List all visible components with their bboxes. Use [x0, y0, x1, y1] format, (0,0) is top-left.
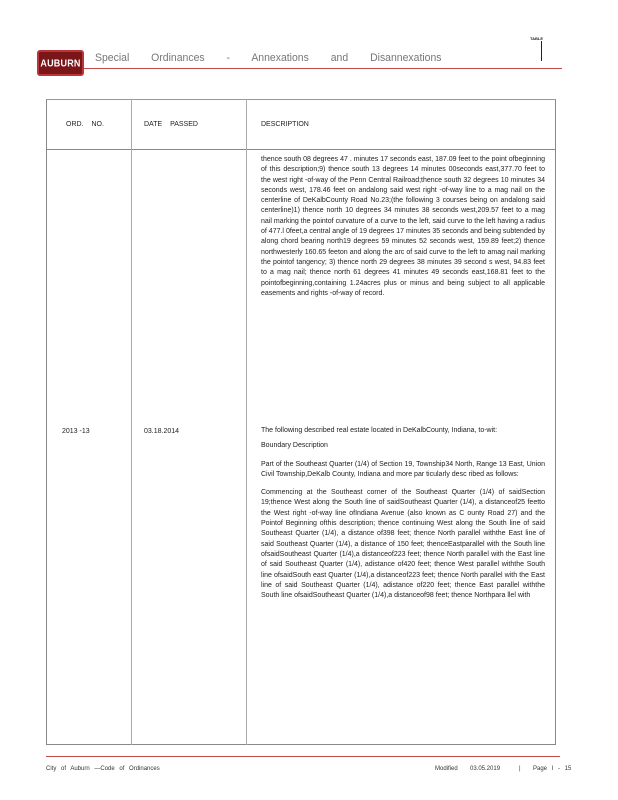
description-paragraph: Part of the Southeast Quarter (1/4) of Section 19, Township34 North, Range 13 East, Union Civil Township,DeKalb County, Indiana and more par ticularly desc ribed as follows: — [261, 460, 545, 478]
footer-divider — [46, 756, 560, 757]
description-paragraph: The following described real estate located in DeKalbCounty, Indiana, to-wit: — [261, 427, 498, 434]
description-paragraph: thence south 08 degrees 47 . minutes 17 seconds east, 187.09 feet to the point ofbeginning of this description;9) thence south 13 degrees 14 minutes 00seconds east,377.70 feet to the west right -of-way of the Penn Central Railroad;thence south 32 degrees 10 minutes 34 seconds west, 178.46 feet on andalong said west right -of-way line to a mag nail on the centerline of DeKalbCounty Road No.23;(the following 3 courses being on andalong said centerline)1) thence north 10 degrees 34 minutes 38 seconds west,209.57 feet to a mag nail marking the pointof curvature of a curve to the left, said curve to the left having a radius of 477.l 0feet,a central angle of 19 degrees 17 minutes 35 seconds and being subtended by along chord bearing north19 degrees 59 minutes 52 seconds west, 159.89 feet;2) thence northwesterly 160.65 feeton and along the arc of said curve to the left to amag nail marking the pointof tangency; 3) thence north 29 degrees 38 minutes 39 second s west, 94.83 feet to a mag nail; thence north 61 degrees 41 minutes 49 seconds east,168.81 feet to the pointofbeginning,containing 1.24acres plus or minus and being subject to all applicable easements and rights -of-way of record. — [261, 156, 545, 297]
footer-modified-label: Modified — [435, 766, 458, 772]
table-header-divider — [46, 149, 556, 150]
logo-text: AUBURN — [40, 57, 81, 69]
column-header-date-passed: DATE PASSED — [144, 121, 198, 128]
column-divider-1 — [131, 99, 132, 745]
table-row — [261, 426, 545, 601]
column-divider-2 — [246, 99, 247, 745]
footer-modified-date: 03.05.2019 — [470, 766, 501, 772]
table-number-marker — [541, 41, 542, 61]
ord-no-cell: 2013 -13 — [62, 428, 90, 435]
page-title: Special Ordinances - Annexations and Disannexations — [95, 52, 442, 64]
table-row — [261, 155, 545, 299]
footer-page-number: Page I - 15 — [533, 766, 572, 772]
column-header-description: DESCRIPTION — [261, 121, 309, 128]
footer-source: City of Auburn —Code of Ordinances — [46, 766, 160, 772]
auburn-logo — [37, 50, 84, 76]
table-label: TABLE — [530, 36, 544, 41]
footer-separator: | — [519, 766, 521, 772]
description-paragraph: Commencing at the Southeast corner of the Southeast Quarter (1/4) of saidSection 19;thence West along the South line of saidSoutheast Quarter (1/4), a distanceof25 feetto the West right -of-way line ofIndiana Avenue (also known as C ounty Road 27) and the Pointof Beginning ofthis description; thence continuing West along the South line of said Southeast Quarter (1/4), a distance of398 feet; thence North parallel withthe East line of said Southeast Quarter (1/4), a distance of 150 feet; thenceEastparallel with the South line ofsaidSoutheast Quarter (1/4),a distanceof223 feet; thence North parallel with the East line of said Southeast Quarter (1/4), adistance of420 feet; thence West parallel withthe South line ofsaidSouth east Quarter (1/4),a distanceof223 feet; thence North parallel with the East line of said Southeast Quarter (1/4), adistance of220 feet; thence East parallel withthe South line ofsaidSoutheast Quarter (1/4),a distanceof98 feet; thence Northpara llel with — [261, 489, 545, 600]
date-passed-cell: 03.18.2014 — [144, 428, 180, 435]
header-divider — [84, 68, 562, 69]
description-paragraph: Boundary Description — [261, 442, 328, 450]
column-header-ord-no: ORD. NO. — [66, 121, 104, 128]
